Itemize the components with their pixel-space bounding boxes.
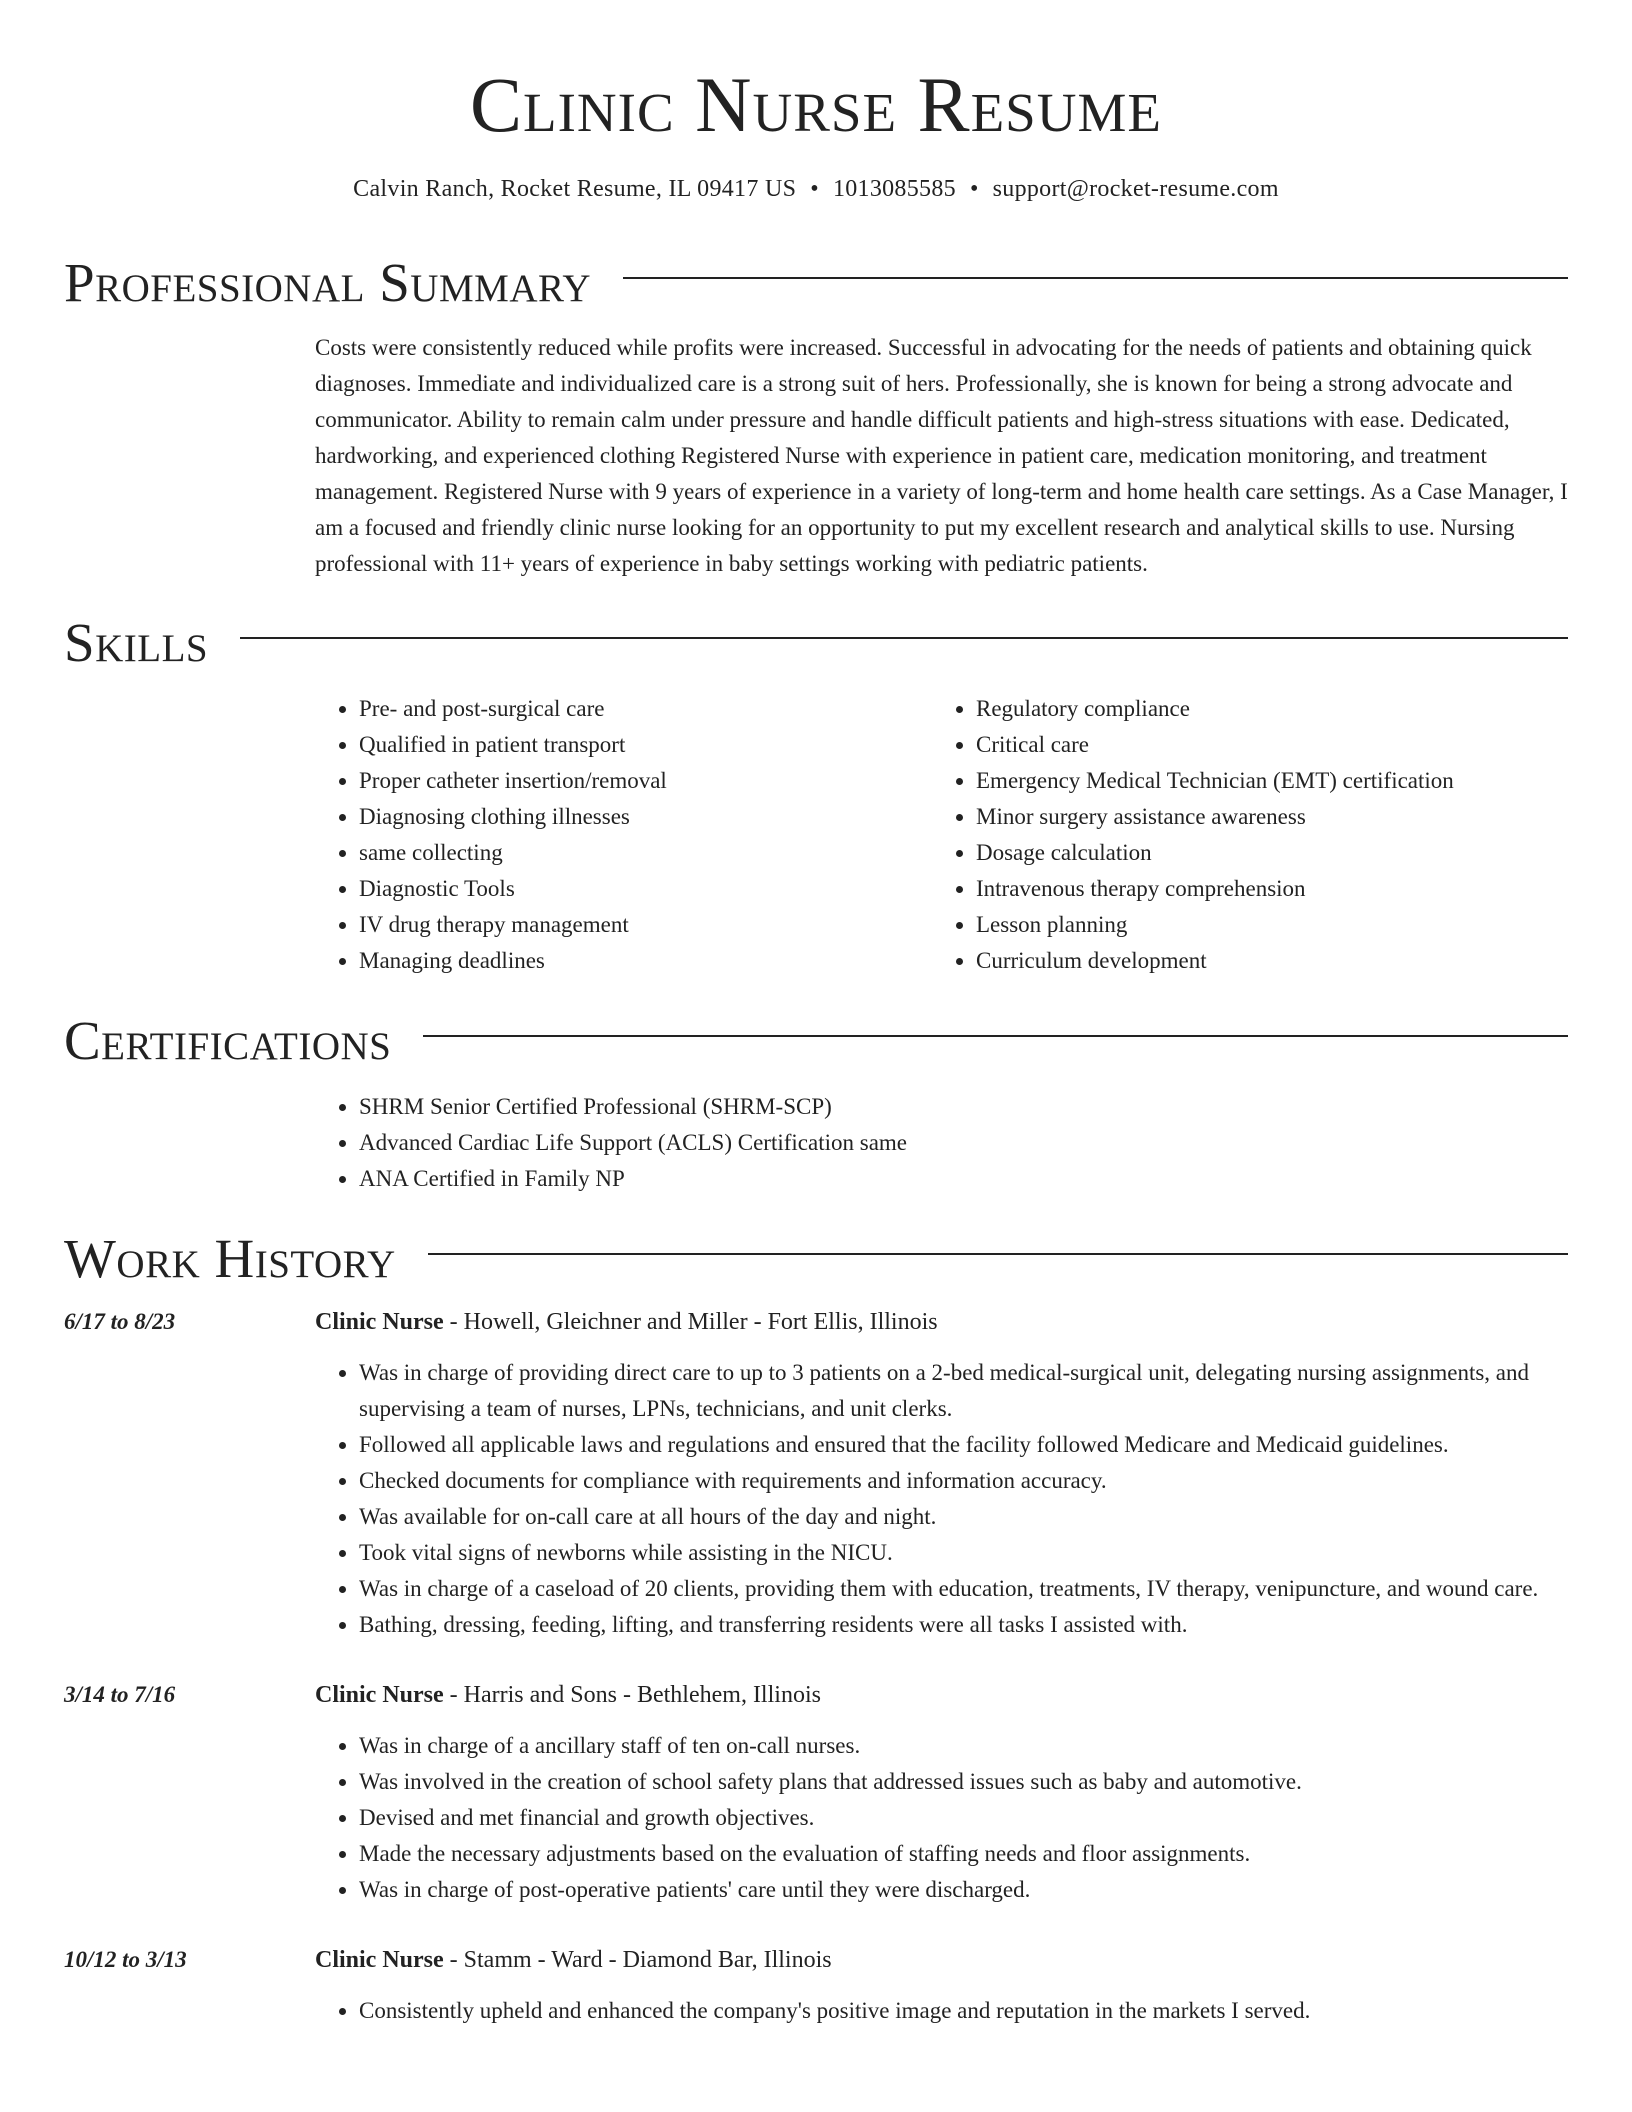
skill-item: • Dosage calculation	[976, 835, 1549, 871]
job-entry	[64, 1304, 1568, 1643]
skill-item: • Lesson planning	[976, 907, 1549, 943]
skill-item: • Qualified in patient transport	[359, 727, 932, 763]
section-divider	[423, 1035, 1568, 1037]
job-dates: 10/12 to 3/13	[64, 1946, 187, 1972]
job-heading	[315, 1677, 1568, 1713]
summary-section-header	[64, 251, 1568, 313]
certification-item: • Advanced Cardiac Life Support (ACLS) Certification same	[359, 1125, 1568, 1161]
skills-list-right	[932, 691, 1549, 979]
skill-item: • same collecting	[359, 835, 932, 871]
job-entry	[64, 1942, 1568, 2029]
skill-item: • Curriculum development	[976, 943, 1549, 979]
job-title: Clinic Nurse	[315, 1308, 444, 1335]
skill-item: • Emergency Medical Technician (EMT) certification	[976, 763, 1549, 799]
job-details	[315, 1677, 1568, 1908]
job-heading	[315, 1304, 1568, 1340]
job-details	[315, 1942, 1568, 2029]
certification-item: • SHRM Senior Certified Professional (SHRM-SCP)	[359, 1089, 1568, 1125]
job-entry	[64, 1677, 1568, 1908]
job-bullet: • Bathing, dressing, feeding, lifting, and transferring residents were all tasks I assisted with.	[359, 1607, 1568, 1643]
skill-item: • Critical care	[976, 727, 1549, 763]
resume-page	[64, 0, 1568, 2029]
job-bullet: • Made the necessary adjustments based on the evaluation of staffing needs and floor assignments.	[359, 1836, 1568, 1872]
job-bullet-list	[315, 1355, 1568, 1643]
skill-item: • Regulatory compliance	[976, 691, 1549, 727]
job-details	[315, 1304, 1568, 1643]
resume-title: Clinic Nurse Resume	[469, 61, 1162, 148]
job-bullet: • Was in charge of post-operative patients' care until they were discharged.	[359, 1872, 1568, 1908]
skill-item: • Diagnosing clothing illnesses	[359, 799, 932, 835]
summary-heading: Professional Summary	[64, 251, 592, 313]
job-employer: - Howell, Gleichner and Miller - Fort Ellis, Illinois	[443, 1308, 938, 1335]
job-dates: 3/14 to 7/16	[64, 1681, 176, 1707]
job-employer: - Stamm - Ward - Diamond Bar, Illinois	[443, 1946, 832, 1973]
skills-heading: Skills	[64, 611, 209, 673]
contact-phone: 1013085585	[832, 176, 956, 202]
skills-column-left	[315, 691, 932, 979]
skills-column-right	[932, 691, 1549, 979]
job-bullet-list	[315, 1728, 1568, 1908]
job-bullet: • Was involved in the creation of school safety plans that addressed issues such as baby and automotive.	[359, 1764, 1568, 1800]
certifications-body	[315, 1089, 1568, 1197]
certification-item: • ANA Certified in Family NP	[359, 1161, 1568, 1197]
job-bullet: • Devised and met financial and growth objectives.	[359, 1800, 1568, 1836]
skill-item: • Intravenous therapy comprehension	[976, 871, 1549, 907]
job-bullet: • Checked documents for compliance with requirements and information accuracy.	[359, 1463, 1568, 1499]
certifications-section-header	[64, 1009, 1568, 1071]
contact-separator: •	[969, 176, 979, 202]
section-divider	[240, 637, 1568, 639]
skills-section-header	[64, 611, 1568, 673]
work-heading: Work History	[64, 1227, 396, 1289]
job-employer: - Harris and Sons - Bethlehem, Illinois	[443, 1681, 821, 1708]
contact-separator: •	[810, 176, 819, 202]
certifications-heading: Certifications	[64, 1009, 392, 1071]
skill-item: • Pre- and post-surgical care	[359, 691, 932, 727]
job-bullet: • Followed all applicable laws and regulations and ensured that the facility followed Medicare and Medicaid guidelines.	[359, 1427, 1568, 1463]
contact-line	[64, 175, 1568, 204]
skill-item: • Diagnostic Tools	[359, 871, 932, 907]
job-title: Clinic Nurse	[315, 1681, 444, 1708]
summary-text: Costs were consistently reduced while profits were increased. Successful in advocating for the needs of patients and obtaining quick diagnoses. Immediate and individualized care is a strong suit of hers. Professionally, she is known for being a strong advocate and communicator. Ability to remain calm under pressure and handle difficult patients and high-stress situations with ease. Dedicated, hardworking, and experienced clothing Registered Nurse with experience in patient care, medication monitoring, and treatment management. Registered Nurse with 9 years of experience in a variety of long-term and home health care settings. As a Case Manager, I am a focused and friendly clinic nurse looking for an opportunity to put my excellent research and analytical skills to use. Nursing professional with 11+ years of experience in baby settings working with pediatric patients.	[315, 334, 1568, 576]
certifications-list	[315, 1089, 1568, 1197]
contact-address: Calvin Ranch, Rocket Resume, IL 09417 US	[353, 176, 797, 202]
skill-item: • Managing deadlines	[359, 943, 932, 979]
contact-email[interactable]: support@rocket-resume.com	[992, 176, 1279, 202]
job-bullet: • Was in charge of a ancillary staff of ten on-call nurses.	[359, 1728, 1568, 1764]
job-bullet: • Was in charge of a caseload of 20 clients, providing them with education, treatments, IV therapy, venipuncture, and wound care.	[359, 1571, 1568, 1607]
work-section-header	[64, 1227, 1568, 1289]
job-bullet: • Was available for on-call care at all hours of the day and night.	[359, 1499, 1568, 1535]
job-title: Clinic Nurse	[315, 1946, 444, 1973]
job-bullet: • Was in charge of providing direct care to up to 3 patients on a 2-bed medical-surgical unit, delegating nursing assignments, and supervising a team of nurses, LPNs, technicians, and unit clerks.	[359, 1355, 1568, 1427]
job-bullet: • Consistently upheld and enhanced the company's positive image and reputation in the markets I served.	[359, 1993, 1568, 2029]
summary-body	[315, 330, 1568, 582]
skills-list-left	[315, 691, 932, 979]
skill-item: • IV drug therapy management	[359, 907, 932, 943]
skills-grid	[315, 691, 1568, 979]
job-bullet: • Took vital signs of newborns while assisting in the NICU.	[359, 1535, 1568, 1571]
job-heading	[315, 1942, 1568, 1978]
skill-item: • Proper catheter insertion/removal	[359, 763, 932, 799]
section-divider	[623, 277, 1568, 279]
job-bullet-list	[315, 1993, 1568, 2029]
section-divider	[428, 1253, 1568, 1255]
skill-item: • Minor surgery assistance awareness	[976, 799, 1549, 835]
job-dates: 6/17 to 8/23	[64, 1308, 176, 1334]
